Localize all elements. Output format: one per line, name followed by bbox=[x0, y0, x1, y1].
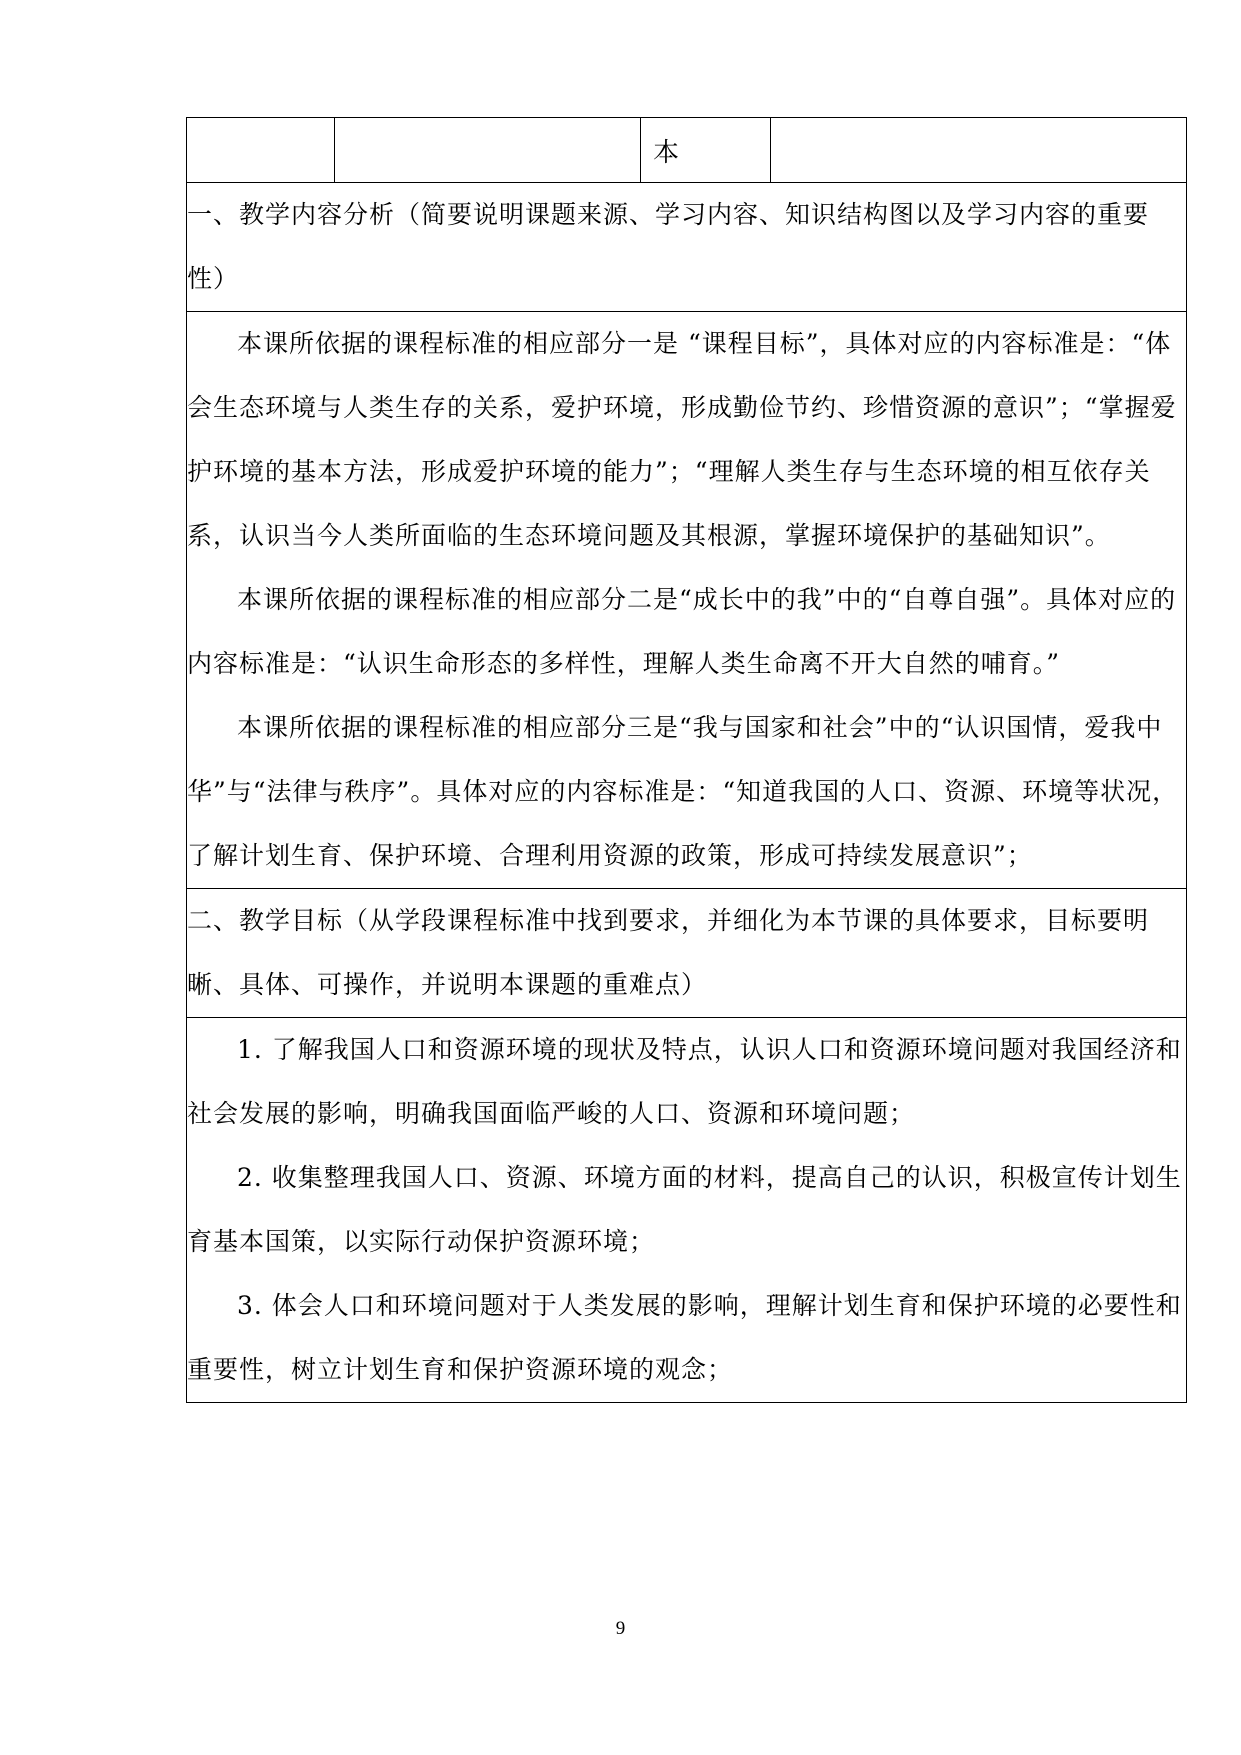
section2-body-row bbox=[187, 1018, 1187, 1403]
section2-heading bbox=[187, 889, 1187, 1018]
objective-item: 1. 了解我国人口和资源环境的现状及特点，认识人口和资源环境问题对我国经济和社会发展的影响，明确我国面临严峻的人口、资源和环境问题； bbox=[187, 1035, 1182, 1128]
section1-heading-text: 一、教学内容分析（简要说明课题来源、学习内容、知识结构图以及学习内容的重要性） bbox=[187, 200, 1150, 293]
section1-body bbox=[187, 312, 1187, 889]
header-row bbox=[187, 118, 1187, 183]
section1-paragraph: 本课所依据的课程标准的相应部分三是“我与国家和社会”中的“认识国情，爱我中华”与“法律与秩序”。具体对应的内容标准是：“知道我国的人口、资源、环境等状况，了解计划生育、保护环境、合理利用资源的政策，形成可持续发展意识”； bbox=[187, 713, 1179, 870]
header-cell-2 bbox=[335, 118, 641, 183]
section1-body-row bbox=[187, 312, 1187, 889]
page-number: 9 bbox=[615, 1618, 626, 1639]
section1-heading-row bbox=[187, 183, 1187, 312]
objective-item: 3. 体会人口和环境问题对于人类发展的影响，理解计划生育和保护环境的必要性和重要性，树立计划生育和保护资源环境的观念； bbox=[187, 1291, 1182, 1384]
section1-paragraph: 本课所依据的课程标准的相应部分一是 “课程目标”，具体对应的内容标准是：“体会生态环境与人类生存的关系，爱护环境，形成勤俭节约、珍惜资源的意识”；“掌握爱护环境的基本方法，形成爱护环境的能力”；“理解人类生存与生态环境的相互依存关系，认识当今人类所面临的生态环境问题及其根源，掌握环境保护的基础知识”。 bbox=[187, 329, 1177, 550]
header-cell-3: 本 bbox=[641, 118, 771, 183]
lesson-plan-table bbox=[186, 117, 1187, 1403]
section2-heading-text: 二、教学目标（从学段课程标准中找到要求，并细化为本节课的具体要求，目标要明晰、具体、可操作，并说明本课题的重难点） bbox=[187, 906, 1150, 999]
section1-heading bbox=[187, 183, 1187, 312]
header-cell-1 bbox=[187, 118, 335, 183]
objective-item: 2. 收集整理我国人口、资源、环境方面的材料，提高自己的认识，积极宣传计划生育基本国策，以实际行动保护资源环境； bbox=[187, 1163, 1182, 1256]
section2-heading-row bbox=[187, 889, 1187, 1018]
section1-paragraph: 本课所依据的课程标准的相应部分二是“成长中的我”中的“自尊自强”。具体对应的内容标准是：“认识生命形态的多样性，理解人类生命离不开大自然的哺育。” bbox=[187, 585, 1177, 678]
header-cell-4 bbox=[771, 118, 1187, 183]
section2-body bbox=[187, 1018, 1187, 1403]
